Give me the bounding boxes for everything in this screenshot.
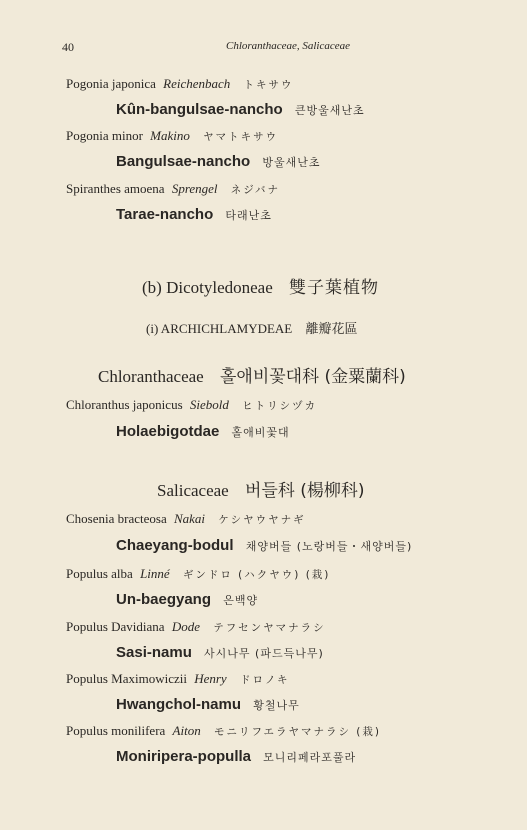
species-japanese-name: ギンドロ (ハクヤウ) (栽) bbox=[182, 569, 331, 581]
family-heading-salicaceae bbox=[157, 476, 364, 501]
korean-romanized-name: Chaeyang-bodul bbox=[116, 537, 234, 554]
species-japanese-name: トキサウ bbox=[243, 79, 294, 91]
section-label: (b) Dicotyledoneae bbox=[142, 278, 273, 297]
running-title: Chloranthaceae, Salicaceae bbox=[226, 40, 351, 52]
korean-romanized-name: Bangulsae-nancho bbox=[116, 153, 251, 170]
species-latin-name: Populus alba bbox=[66, 566, 133, 581]
species-author: Dode bbox=[171, 619, 200, 634]
korean-name-line bbox=[116, 644, 324, 661]
subsection-cjk-label: 離瓣花區 bbox=[305, 322, 358, 337]
subsection-label: (i) ARCHICHLAMYDEAE bbox=[146, 321, 293, 336]
species-japanese-name: テフセンヤマナラシ bbox=[213, 622, 326, 634]
korean-name-line bbox=[116, 101, 365, 118]
family-latin-name: Chloranthaceae bbox=[98, 367, 204, 386]
species-author: Sprengel bbox=[171, 181, 218, 196]
species-author: Siebold bbox=[189, 397, 229, 412]
page-header bbox=[62, 40, 462, 58]
korean-name-line bbox=[116, 206, 272, 223]
korean-hangul-name: 사시나무 (파드득나무) bbox=[204, 647, 324, 660]
species-japanese-name: モニリフエラヤマナラシ (栽) bbox=[213, 726, 381, 738]
species-entry bbox=[66, 76, 294, 92]
section-heading-dicotyledoneae bbox=[142, 273, 379, 298]
family-cjk-name: 버들科 (楊柳科) bbox=[244, 481, 365, 501]
species-latin-name: Pogonia japonica bbox=[66, 76, 156, 91]
species-author: Nakai bbox=[173, 511, 206, 526]
species-author: Linné bbox=[140, 566, 170, 581]
korean-hangul-name: 큰방울새난초 bbox=[294, 104, 365, 117]
korean-hangul-name: 은백양 bbox=[223, 594, 259, 607]
species-author: Henry bbox=[194, 671, 227, 686]
korean-romanized-name: Holaebigotdae bbox=[116, 423, 220, 440]
family-latin-name: Salicaceae bbox=[157, 481, 229, 500]
section-cjk-label: 雙子葉植物 bbox=[289, 278, 379, 298]
species-latin-name: Spiranthes amoena bbox=[66, 181, 165, 196]
species-japanese-name: ヤマトキサウ bbox=[203, 131, 279, 143]
korean-hangul-name: 방울새난초 bbox=[262, 156, 321, 169]
korean-hangul-name: 모니리페라포풀라 bbox=[263, 751, 357, 764]
species-author: Makino bbox=[150, 128, 190, 143]
species-entry bbox=[66, 723, 381, 739]
species-latin-name: Populus Maximowiczii bbox=[66, 671, 187, 686]
species-japanese-name: ネジバナ bbox=[230, 184, 281, 196]
korean-name-line bbox=[116, 591, 258, 608]
korean-romanized-name: Sasi-namu bbox=[116, 644, 192, 661]
korean-name-line bbox=[116, 423, 290, 440]
korean-hangul-name: 황철나무 bbox=[253, 699, 300, 712]
korean-hangul-name: 타래난초 bbox=[225, 209, 272, 222]
family-heading-chloranthaceae bbox=[98, 362, 406, 387]
korean-name-line bbox=[116, 748, 356, 765]
korean-romanized-name: Tarae-nancho bbox=[116, 206, 214, 223]
species-entry bbox=[66, 397, 317, 413]
korean-romanized-name: Hwangchol-namu bbox=[116, 696, 242, 713]
korean-name-line bbox=[116, 537, 412, 554]
species-japanese-name: ヒトリシヅカ bbox=[242, 400, 318, 412]
species-entry bbox=[66, 181, 280, 197]
species-latin-name: Populus monilifera bbox=[66, 723, 166, 738]
korean-romanized-name: Moniripera-populla bbox=[116, 748, 251, 765]
species-latin-name: Chosenia bracteosa bbox=[66, 511, 167, 526]
species-entry bbox=[66, 671, 290, 687]
species-latin-name: Pogonia minor bbox=[66, 128, 143, 143]
species-latin-name: Populus Davidiana bbox=[66, 619, 165, 634]
family-cjk-name: 홀애비꽃대科 (金粟蘭科) bbox=[219, 367, 406, 387]
species-author: Reichenbach bbox=[163, 76, 231, 91]
species-japanese-name: ケシヤウヤナギ bbox=[218, 514, 306, 526]
korean-romanized-name: Kûn-bangulsae-nancho bbox=[116, 101, 283, 118]
species-japanese-name: ドロノキ bbox=[239, 674, 290, 686]
korean-name-line bbox=[116, 153, 321, 170]
species-author: Aiton bbox=[172, 723, 201, 738]
korean-romanized-name: Un-baegyang bbox=[116, 591, 212, 608]
subsection-heading-archichlamydeae bbox=[146, 318, 358, 337]
species-entry bbox=[66, 619, 326, 635]
korean-name-line bbox=[116, 696, 300, 713]
korean-hangul-name: 홀애비꽃대 bbox=[231, 426, 290, 439]
species-entry bbox=[66, 566, 330, 582]
species-latin-name: Chloranthus japonicus bbox=[66, 397, 183, 412]
species-entry bbox=[66, 511, 306, 527]
korean-hangul-name: 채양버들 (노랑버들・새양버들) bbox=[245, 540, 413, 553]
page-number: 40 bbox=[62, 40, 74, 54]
species-entry bbox=[66, 128, 278, 144]
